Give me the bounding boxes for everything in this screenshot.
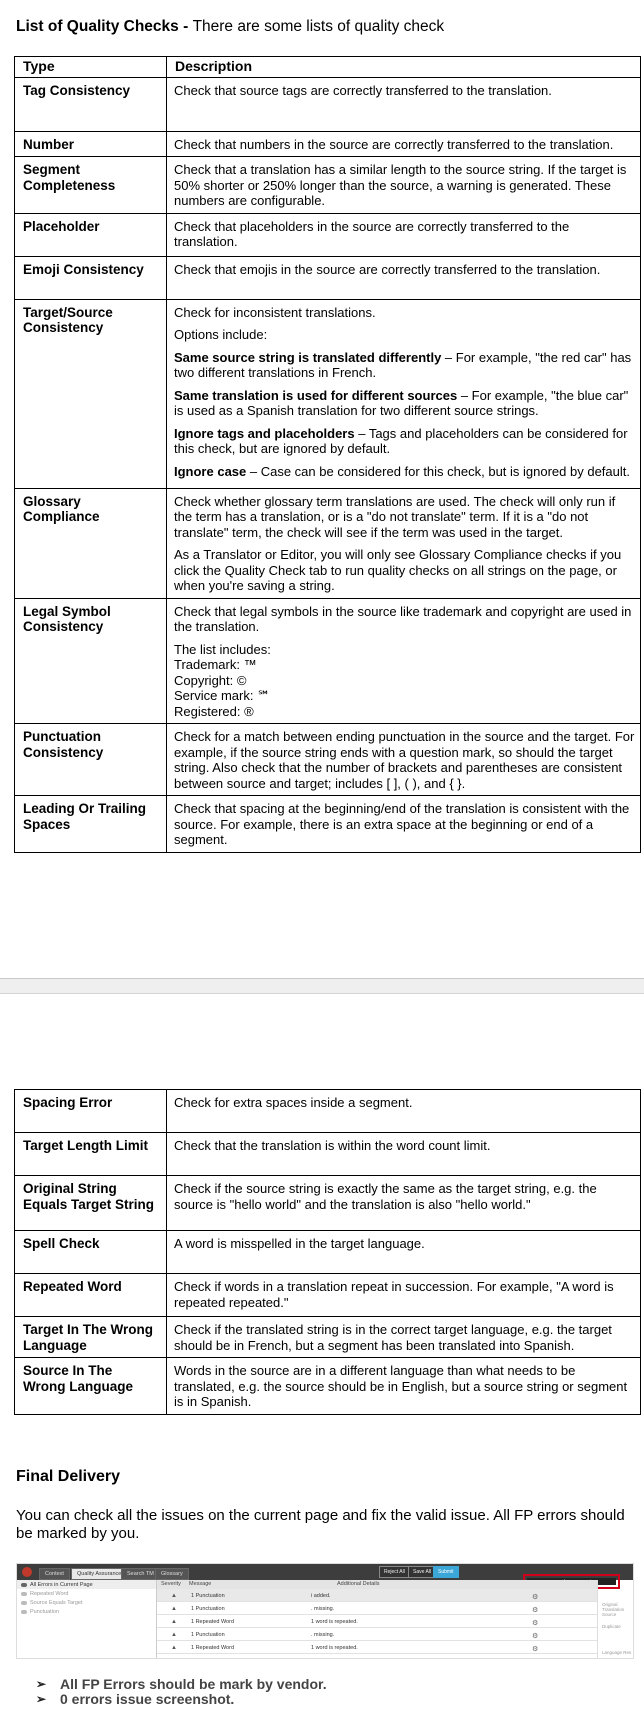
description-paragraph: Check if the translated string is in the correct target language, e.g. the target should be in French, but a segment has been translated into Spanish. bbox=[174, 1322, 612, 1353]
description-option bbox=[174, 350, 635, 381]
check-description bbox=[167, 1274, 641, 1317]
error-details: . missing. bbox=[311, 1632, 335, 1638]
option-text: – Case can be considered for this check, but is ignored by default. bbox=[246, 463, 630, 479]
filter-label: All Errors in Current Page bbox=[30, 1581, 93, 1588]
option-text: – Tags and placeholders can be considered for this check, but are ignored by default. bbox=[174, 425, 628, 456]
warning-icon: ▲ bbox=[171, 1619, 177, 1625]
error-details: 1 word is repeated. bbox=[311, 1645, 358, 1651]
submit-button: Submit bbox=[433, 1566, 459, 1578]
check-type: Number bbox=[15, 131, 167, 157]
severity-header: Severity bbox=[161, 1581, 181, 1587]
gear-icon[interactable]: ⚙ bbox=[532, 1633, 539, 1640]
error-message: 1 Punctuation bbox=[191, 1606, 225, 1612]
details-header: Additional Details bbox=[337, 1581, 380, 1587]
option-name: Ignore case bbox=[174, 463, 247, 479]
description-paragraph: As a Translator or Editor, you will only see Glossary Compliance checks if you click the Quality Check tab to run quality checks on all strings on the page, or when you're saving a string. bbox=[174, 547, 622, 593]
warning-icon: ▲ bbox=[171, 1606, 177, 1612]
filter-label: Source Equals Target bbox=[30, 1599, 83, 1606]
right-panel-item: Language Res bbox=[602, 1650, 632, 1655]
check-type: Leading Or Trailing Spaces bbox=[15, 796, 167, 853]
description-paragraph: Words in the source are in a different language than what needs to be translated, e.g. the source should be in English, but a source string or segment is in Spanish. bbox=[174, 1363, 628, 1409]
error-row[interactable] bbox=[157, 1589, 597, 1602]
filter-label: Repeated Word bbox=[30, 1590, 69, 1597]
error-row[interactable] bbox=[157, 1615, 597, 1628]
check-type: Target Length Limit bbox=[15, 1133, 167, 1176]
table-row bbox=[15, 157, 641, 214]
description-option bbox=[174, 426, 635, 457]
page-break bbox=[0, 978, 644, 994]
filter-item bbox=[17, 1589, 156, 1598]
gear-icon[interactable]: ⚙ bbox=[532, 1646, 539, 1653]
filter-item bbox=[17, 1598, 156, 1607]
check-type: Repeated Word bbox=[15, 1274, 167, 1317]
check-type: Spell Check bbox=[15, 1231, 167, 1274]
bullet-text: All FP Errors should be mark by vendor. bbox=[60, 1675, 327, 1692]
description-paragraph: Check that emojis in the source are correctly transferred to the translation. bbox=[174, 261, 601, 277]
description-paragraph: Check that source tags are correctly transferred to the translation. bbox=[174, 82, 552, 98]
table-row bbox=[15, 1317, 641, 1358]
check-type: Segment Completeness bbox=[15, 157, 167, 214]
check-description bbox=[167, 488, 641, 598]
check-description bbox=[167, 724, 641, 796]
check-description bbox=[167, 213, 641, 256]
table-row bbox=[15, 131, 641, 157]
app-logo-icon bbox=[22, 1567, 32, 1577]
description-line: Registered: ® bbox=[174, 703, 254, 719]
check-type: Glossary Compliance bbox=[15, 488, 167, 598]
bullet-list bbox=[36, 1676, 327, 1707]
check-description bbox=[167, 796, 641, 853]
check-type: Target/Source Consistency bbox=[15, 299, 167, 488]
tab-quality-assurance: Quality Assurance bbox=[71, 1568, 127, 1580]
gear-icon[interactable]: ⚙ bbox=[532, 1620, 539, 1627]
filter-item bbox=[17, 1607, 156, 1616]
right-panel-item: Original Translation Source bbox=[602, 1602, 625, 1617]
check-type: Placeholder bbox=[15, 213, 167, 256]
check-description bbox=[167, 131, 641, 157]
final-delivery-text: You can check all the issues on the current page and fix the valid issue. All FP errors should be marked by you. bbox=[16, 1507, 625, 1542]
table-row bbox=[15, 1176, 641, 1231]
list-item bbox=[36, 1676, 327, 1692]
option-name: Same source string is translated differently bbox=[174, 349, 442, 365]
error-message: 1 Punctuation bbox=[191, 1632, 225, 1638]
error-grid bbox=[157, 1580, 597, 1654]
count-badge-icon bbox=[21, 1583, 27, 1587]
reject-all-button: Reject All bbox=[379, 1566, 410, 1578]
warning-icon: ▲ bbox=[171, 1645, 177, 1651]
check-type: Emoji Consistency bbox=[15, 256, 167, 299]
table-row bbox=[15, 213, 641, 256]
check-description bbox=[167, 1133, 641, 1176]
message-header: Message bbox=[189, 1581, 212, 1587]
table-row bbox=[15, 77, 641, 131]
check-description bbox=[167, 299, 641, 488]
description-paragraph: Check that a translation has a similar length to the source string. If the target is 50% shorter or 250% longer than the source, a warning is generated. These numbers are configurable. bbox=[174, 162, 627, 208]
heading-bold: List of Quality Checks - bbox=[16, 18, 193, 35]
description-paragraph: Check that placeholders in the source are correctly transferred to the translation. bbox=[174, 218, 570, 249]
check-type: Tag Consistency bbox=[15, 77, 167, 131]
filter-item bbox=[17, 1580, 156, 1589]
description-paragraph: Check for extra spaces inside a segment. bbox=[174, 1095, 413, 1110]
qa-panel-screenshot bbox=[16, 1563, 634, 1659]
description-paragraph: Check whether glossary term translations are used. The check will only run if the term has a translation, or is a "do not translate" term. If it is a "do not translate" term, the check will see if the term was used in the target. bbox=[174, 493, 616, 540]
quality-checks-table-2 bbox=[14, 1089, 641, 1415]
table-row bbox=[15, 1133, 641, 1176]
check-description bbox=[167, 1317, 641, 1358]
error-details: i added. bbox=[311, 1593, 331, 1599]
arrow-bullet-icon: ➢ bbox=[36, 1676, 47, 1691]
table-row bbox=[15, 598, 641, 724]
description-paragraph: Check that legal symbols in the source like trademark and copyright are used in the translation. bbox=[174, 603, 632, 634]
description-line: The list includes: bbox=[174, 641, 271, 657]
error-grid-header bbox=[157, 1580, 597, 1589]
description-option bbox=[174, 388, 635, 419]
check-description bbox=[167, 256, 641, 299]
option-name: Same translation is used for different sources bbox=[174, 387, 458, 403]
error-details: . missing. bbox=[311, 1606, 335, 1612]
check-description bbox=[167, 1176, 641, 1231]
error-message: 1 Repeated Word bbox=[191, 1645, 235, 1651]
check-description bbox=[167, 77, 641, 131]
gear-icon[interactable]: ⚙ bbox=[532, 1607, 539, 1614]
tab-context: Context bbox=[39, 1568, 70, 1580]
arrow-bullet-icon: ➢ bbox=[36, 1692, 47, 1707]
check-description bbox=[167, 1231, 641, 1274]
warning-icon: ▲ bbox=[171, 1593, 177, 1599]
check-type: Source In The Wrong Language bbox=[15, 1358, 167, 1415]
table-row bbox=[15, 1274, 641, 1317]
check-description bbox=[167, 1090, 641, 1133]
check-type: Legal Symbol Consistency bbox=[15, 598, 167, 724]
check-type: Punctuation Consistency bbox=[15, 724, 167, 796]
check-type: Target In The Wrong Language bbox=[15, 1317, 167, 1358]
final-delivery-title: Final Delivery bbox=[16, 1468, 121, 1485]
gear-icon[interactable]: ⚙ bbox=[532, 1594, 539, 1601]
table-row bbox=[15, 1231, 641, 1274]
error-filter-list bbox=[17, 1580, 157, 1659]
table-row bbox=[15, 724, 641, 796]
list-item bbox=[36, 1692, 327, 1708]
option-text: – For example, "the blue car" is used as a Spanish translation for two different source strings. bbox=[174, 387, 629, 418]
error-details: 1 word is repeated. bbox=[311, 1619, 358, 1625]
description-paragraph: Check that numbers in the source are correctly transferred to the translation. bbox=[174, 136, 614, 152]
description-paragraph: Options include: bbox=[174, 327, 268, 342]
table-row bbox=[15, 1090, 641, 1133]
option-text: – For example, "the red car" has two different translations in French. bbox=[174, 349, 632, 380]
page-heading bbox=[16, 18, 444, 36]
table-row bbox=[15, 1358, 641, 1415]
warning-icon: ▲ bbox=[171, 1632, 177, 1638]
table-row bbox=[15, 488, 641, 598]
right-panel-item: Duplicate bbox=[602, 1624, 621, 1629]
quality-checks-table-1 bbox=[14, 56, 641, 853]
check-type: Spacing Error bbox=[15, 1090, 167, 1133]
description-option bbox=[174, 464, 635, 480]
tab-search-tm: Search TM bbox=[121, 1568, 160, 1580]
description-paragraph: Check if words in a translation repeat in succession. For example, "A word is repeated repeated." bbox=[174, 1279, 614, 1310]
description-list bbox=[174, 642, 635, 720]
description-paragraph: Check that the translation is within the word count limit. bbox=[174, 1138, 491, 1153]
col-header-type: Type bbox=[15, 57, 167, 78]
bullet-text: 0 errors issue screenshot. bbox=[60, 1691, 235, 1708]
check-description bbox=[167, 157, 641, 214]
table-row bbox=[15, 256, 641, 299]
description-line: Service mark: ℠ bbox=[174, 688, 271, 703]
description-line: Trademark: ™ bbox=[174, 657, 257, 672]
description-line: Copyright: © bbox=[174, 672, 247, 688]
error-row[interactable] bbox=[157, 1602, 597, 1615]
description-paragraph: Check that spacing at the beginning/end of the translation is consistent with the source. For example, there is an extra space at the beginning or end of a segment. bbox=[174, 801, 630, 847]
error-message: 1 Punctuation bbox=[191, 1593, 225, 1599]
description-paragraph: A word is misspelled in the target language. bbox=[174, 1236, 425, 1251]
count-badge-icon bbox=[21, 1592, 27, 1596]
description-paragraph: Check for inconsistent translations. bbox=[174, 304, 376, 320]
filter-label: Punctuation bbox=[30, 1608, 60, 1615]
heading-rest: There are some lists of quality check bbox=[192, 18, 445, 35]
count-badge-icon bbox=[21, 1601, 27, 1605]
error-row[interactable] bbox=[157, 1628, 597, 1641]
description-paragraph: Check if the source string is exactly the same as the target string, e.g. the source is "hello world" and the translation is also "hello world." bbox=[174, 1181, 597, 1212]
table-row bbox=[15, 796, 641, 853]
table-row bbox=[15, 299, 641, 488]
check-type: Original String Equals Target String bbox=[15, 1176, 167, 1231]
option-name: Ignore tags and placeholders bbox=[174, 425, 355, 441]
col-header-description: Description bbox=[167, 57, 641, 78]
description-paragraph: Check for a match between ending punctuation in the source and the target. For example, if the source string ends with a question mark, so should the target string. Also check that the number of brackets and parentheses are consistent between source and target; includes [ ], ( ), and { }. bbox=[174, 729, 635, 791]
count-badge-icon bbox=[21, 1610, 27, 1614]
check-description bbox=[167, 1358, 641, 1415]
error-row[interactable] bbox=[157, 1641, 597, 1654]
right-side-panel bbox=[597, 1580, 634, 1659]
check-description bbox=[167, 598, 641, 724]
tab-glossary: Glossary bbox=[155, 1568, 189, 1580]
table-header-row bbox=[15, 57, 641, 78]
error-message: 1 Repeated Word bbox=[191, 1619, 235, 1625]
save-all-button: Save All bbox=[408, 1566, 436, 1578]
